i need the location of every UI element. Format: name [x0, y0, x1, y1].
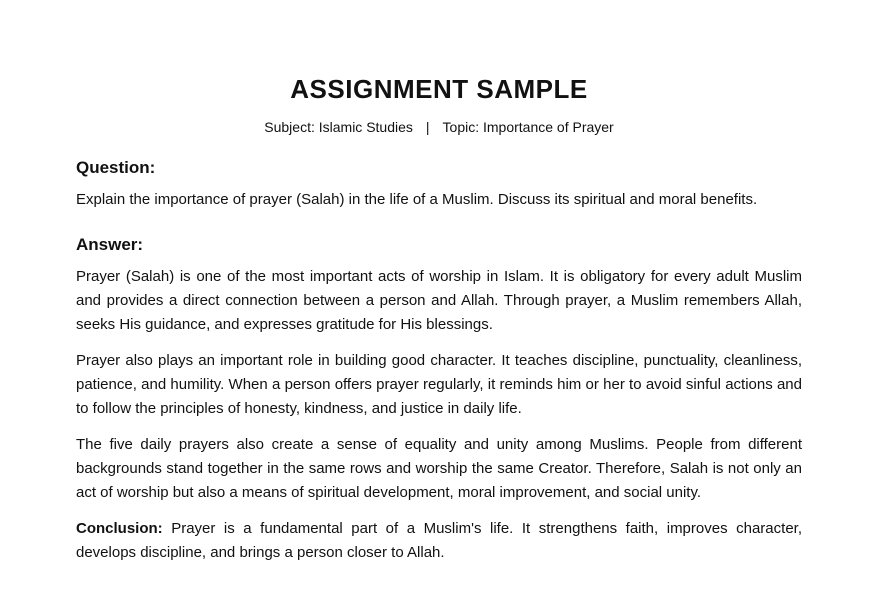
answer-heading: Answer: — [76, 235, 144, 254]
subject-label: Subject: Islamic Studies — [264, 119, 413, 135]
conclusion-text: Prayer is a fundamental part of a Muslim's life. It strengthens faith, improves character, develops discipline, and brings a person closer to Allah. — [76, 520, 802, 561]
question-text: Explain the importance of prayer (Salah) in the life of a Muslim. Discuss its spiritual and moral benefits. — [76, 191, 758, 208]
conclusion-paragraph — [76, 517, 802, 565]
conclusion-label: Conclusion: — [76, 520, 163, 537]
document-title: ASSIGNMENT SAMPLE — [290, 74, 588, 104]
answer-paragraph: Prayer also plays an important role in building good character. It teaches discipline, punctuality, cleanliness, patience, and humility. When a person offers prayer regularly, it reminds him or her to avoid sinful actions and to follow the principles of honesty, kindness, and justice in daily life. — [76, 352, 802, 417]
document-subtitle — [76, 118, 802, 136]
answer-paragraph: The five daily prayers also create a sense of equality and unity among Muslims. People from different backgrounds stand together in the same rows and worship the same Creator. Therefore, Salah is not only an act of worship but also a means of spiritual development, moral improvement, and social unity. — [76, 436, 802, 501]
answer-paragraph: Prayer (Salah) is one of the most important acts of worship in Islam. It is obligatory for every adult Muslim and provides a direct connection between a person and Allah. Through prayer, a Muslim remembers Allah, seeks His guidance, and expresses gratitude for His blessings. — [76, 268, 802, 333]
topic-label: Topic: Importance of Prayer — [442, 119, 614, 135]
subtitle-separator: | — [425, 119, 430, 135]
question-heading: Question: — [76, 158, 156, 177]
